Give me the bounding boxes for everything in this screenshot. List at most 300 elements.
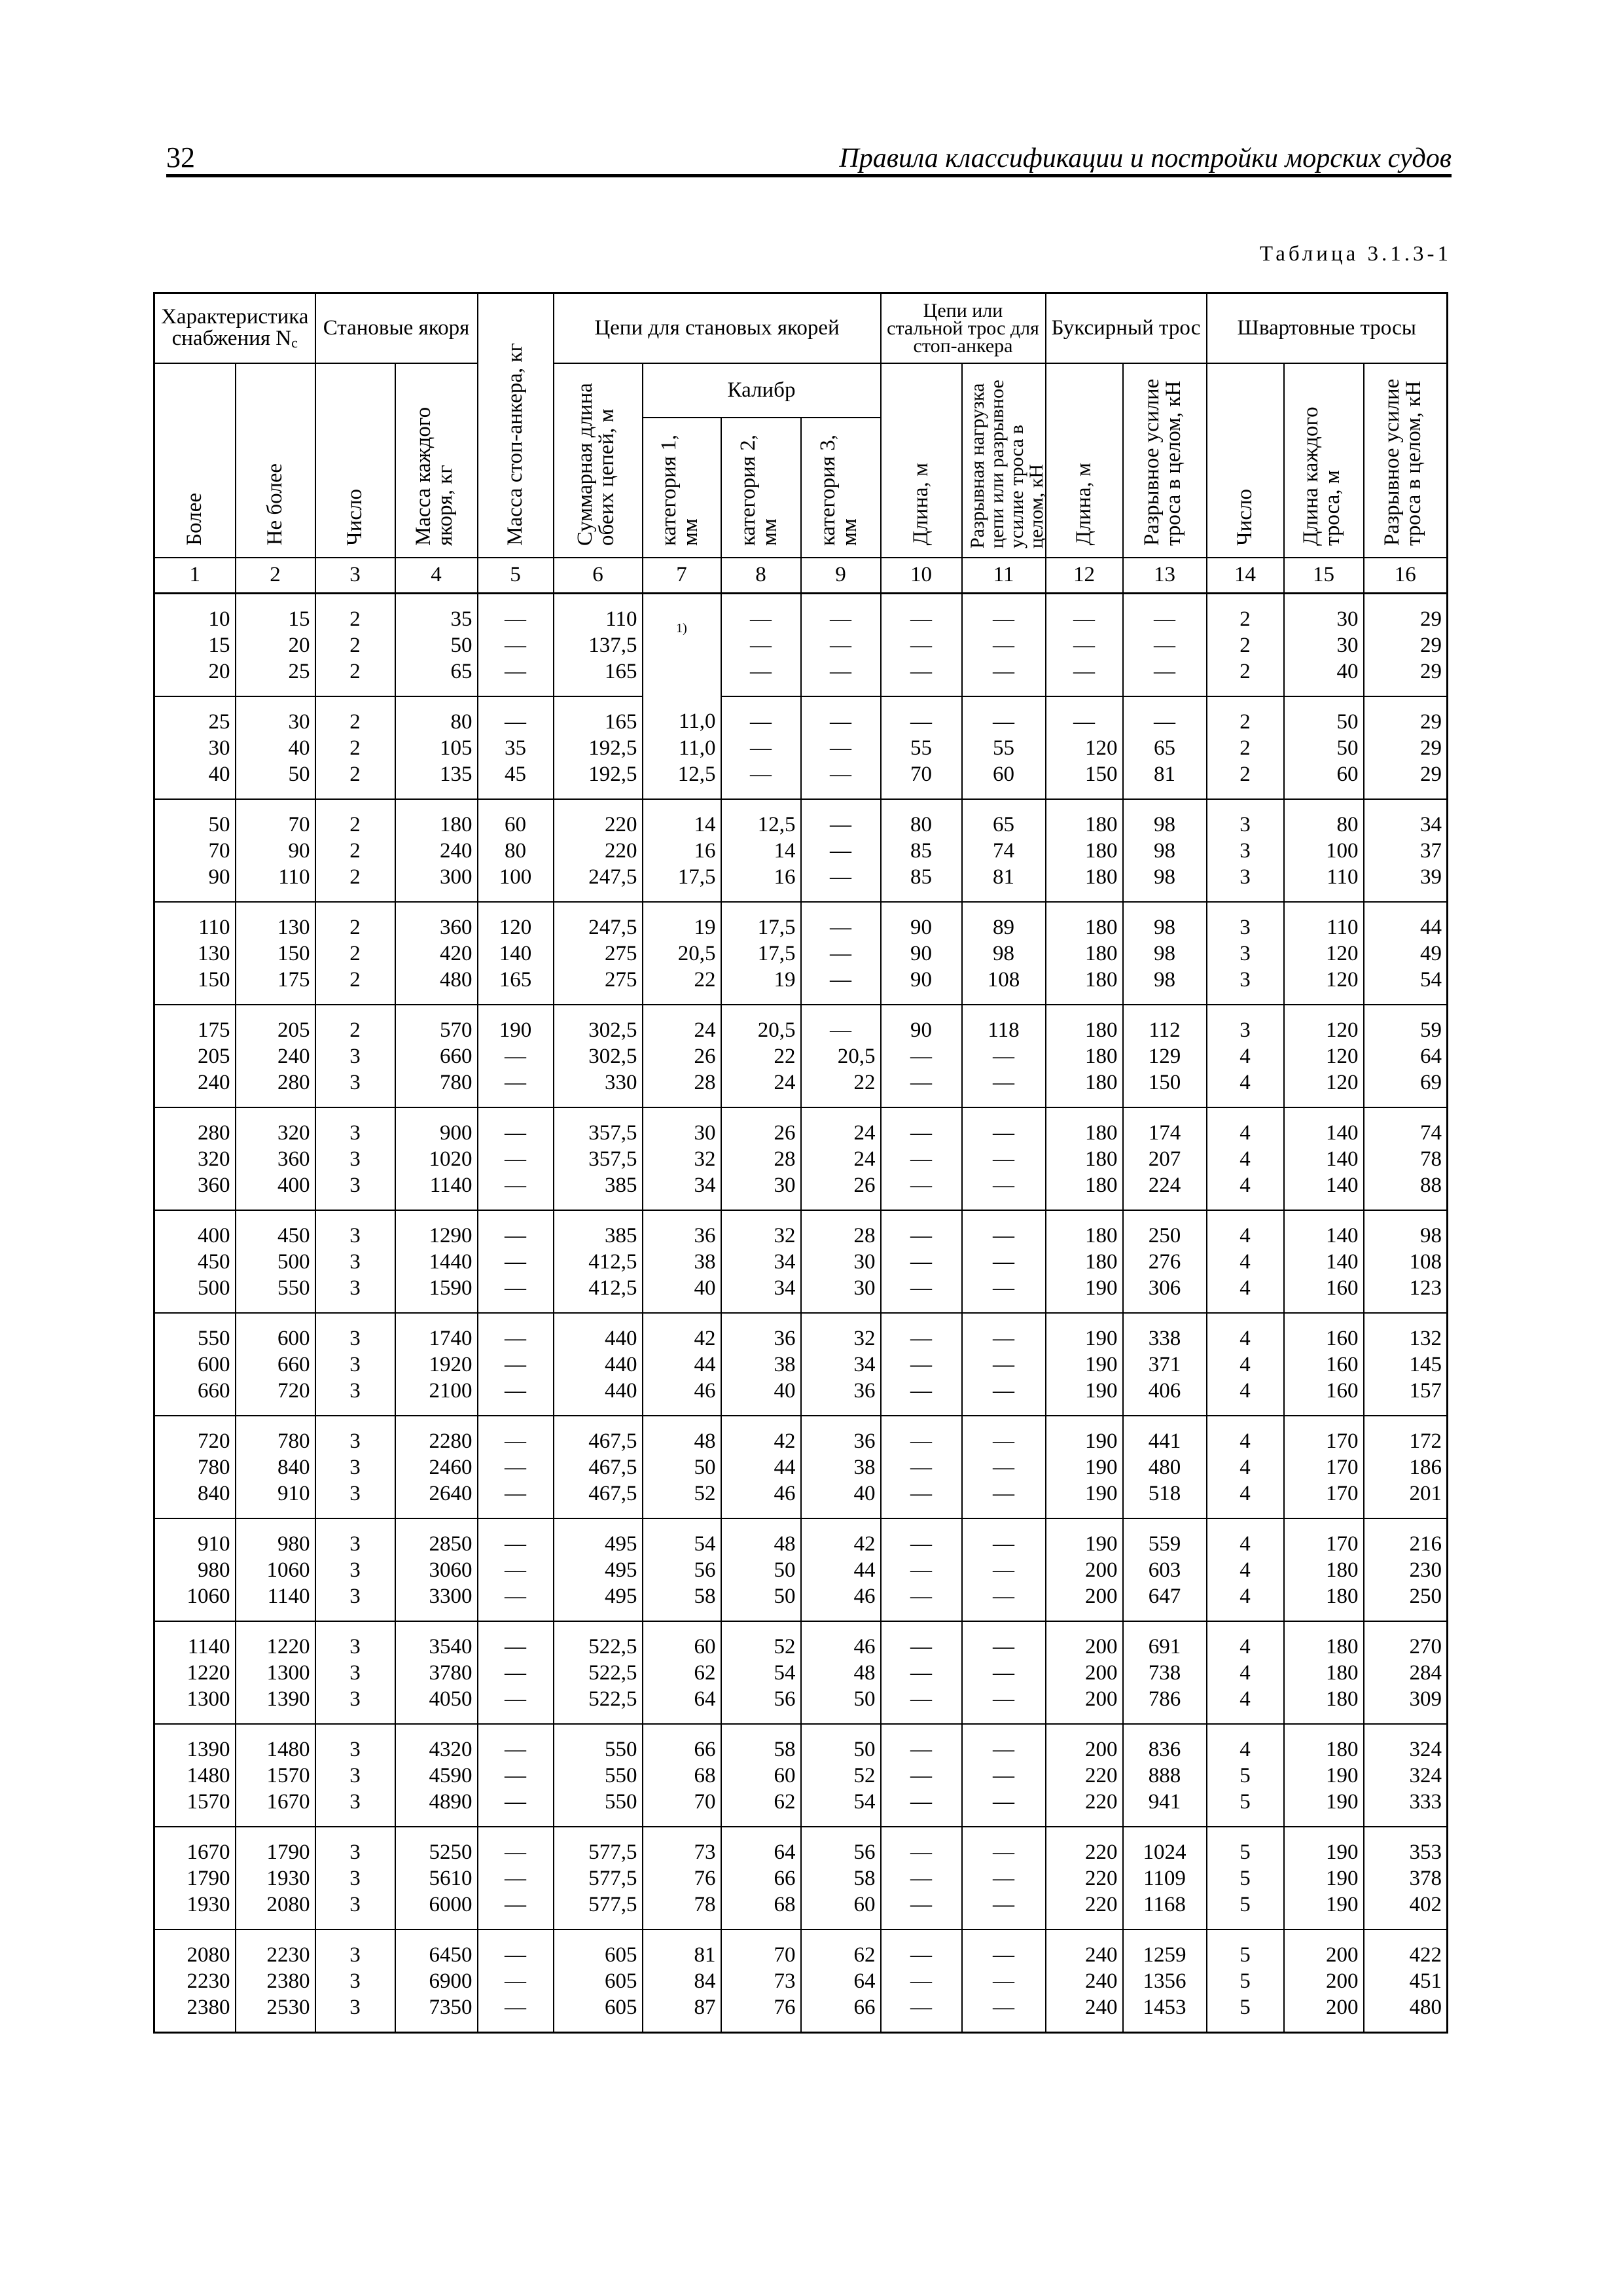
table-cell: 4 (1207, 1724, 1284, 1763)
table-cell: 240 (1046, 1994, 1123, 2033)
table-cell: 81 (1123, 761, 1207, 799)
table-cell: — (881, 1416, 962, 1454)
table-cell: 480 (395, 967, 478, 1005)
table-row (154, 1005, 1448, 1043)
table-cell: — (881, 1929, 962, 1968)
header-moor-count (1207, 363, 1284, 558)
table-cell: 1060 (236, 1557, 315, 1583)
table-cell: 44 (1364, 902, 1448, 941)
column-number: 10 (881, 558, 962, 594)
column-number: 15 (1284, 558, 1364, 594)
header-anchor-count-label: Число (343, 488, 366, 546)
table-cell: 74 (1364, 1107, 1448, 1146)
table-cell: — (962, 632, 1046, 658)
table-cell: 5 (1207, 1968, 1284, 1994)
table-row (154, 658, 1448, 696)
table-cell: 180 (1284, 1583, 1364, 1621)
table-cell: 2 (315, 902, 395, 941)
table-cell: — (478, 1249, 554, 1275)
table-cell: 522,5 (554, 1686, 643, 1724)
header-more-than (154, 363, 236, 558)
table-cell: 1259 (1123, 1929, 1207, 1968)
table-cell: 5 (1207, 1865, 1284, 1892)
table-cell: 4 (1207, 1378, 1284, 1416)
table-cell: 6000 (395, 1892, 478, 1929)
table-cell: — (478, 1275, 554, 1313)
table-cell: 55 (962, 735, 1046, 761)
table-cell: — (962, 1865, 1046, 1892)
table-row (154, 799, 1448, 838)
table-cell: 1670 (154, 1827, 236, 1865)
table-cell: 34 (721, 1249, 801, 1275)
table-cell: 3540 (395, 1621, 478, 1660)
table-cell: 1220 (154, 1660, 236, 1686)
table-cell: 1480 (236, 1724, 315, 1763)
header-cat3-label: категория 3, мм (815, 434, 861, 546)
table-cell: 1740 (395, 1313, 478, 1352)
header-supply-label: Характеристика снабжения N (161, 304, 309, 350)
table-cell: 15 (236, 594, 315, 633)
column-number: 3 (315, 558, 395, 594)
header-cat1 (643, 418, 721, 557)
table-cell: — (478, 1789, 554, 1827)
table-cell: 22 (721, 1043, 801, 1069)
table-cell: 3 (315, 1146, 395, 1172)
table-cell: 200 (1284, 1929, 1364, 1968)
table-cell: 2280 (395, 1416, 478, 1454)
table-cell: 220 (1046, 1827, 1123, 1865)
table-cell: 90 (881, 941, 962, 967)
table-cell: 4 (1207, 1249, 1284, 1275)
table-cell: 1570 (236, 1763, 315, 1789)
table-cell: 3 (315, 1107, 395, 1146)
table-cell: 50 (721, 1557, 801, 1583)
table-cell: 360 (236, 1146, 315, 1172)
table-cell: 200 (1284, 1994, 1364, 2033)
table-cell: 192,5 (554, 735, 643, 761)
table-cell: 190 (478, 1005, 554, 1043)
table-cell: 1024 (1123, 1827, 1207, 1865)
table-cell: 230 (1364, 1557, 1448, 1583)
table-cell: 11,0 (643, 696, 721, 735)
table-cell: 165 (554, 696, 643, 735)
table-cell: — (478, 1107, 554, 1146)
table-cell: 52 (801, 1763, 881, 1789)
header-cat1-label: категория 1, мм (656, 434, 702, 546)
table-cell: 220 (554, 838, 643, 864)
table-cell: — (962, 594, 1046, 633)
table-cell: — (478, 1557, 554, 1583)
table-cell: 60 (478, 799, 554, 838)
table-cell: 275 (554, 941, 643, 967)
table-cell: 559 (1123, 1518, 1207, 1557)
table-cell: — (881, 1172, 962, 1210)
table-cell: 190 (1046, 1378, 1123, 1416)
table-cell: 16 (643, 838, 721, 864)
table-cell: 49 (1364, 941, 1448, 967)
table-cell: 280 (154, 1107, 236, 1146)
table-cell: 467,5 (554, 1480, 643, 1518)
table-cell: 691 (1123, 1621, 1207, 1660)
table-cell: — (478, 632, 554, 658)
table-cell: — (478, 1929, 554, 1968)
table-cell: 550 (236, 1275, 315, 1313)
table-cell: 190 (1046, 1518, 1123, 1557)
table-cell: 98 (1364, 1210, 1448, 1249)
table-cell: 980 (236, 1518, 315, 1557)
table-cell: — (962, 1994, 1046, 2033)
table-cell: 25 (236, 658, 315, 696)
table-cell: — (801, 658, 881, 696)
table-cell: 32 (801, 1313, 881, 1352)
table-cell: 284 (1364, 1660, 1448, 1686)
table-cell: 70 (721, 1929, 801, 1968)
table-cell: — (478, 1352, 554, 1378)
table-cell: 495 (554, 1583, 643, 1621)
table-cell: 550 (554, 1789, 643, 1827)
table-cell: — (1123, 696, 1207, 735)
table-cell: 54 (721, 1660, 801, 1686)
table-cell: 220 (554, 799, 643, 838)
table-row (154, 1416, 1448, 1454)
table-cell (643, 594, 721, 697)
table-cell: 137,5 (554, 632, 643, 658)
table-cell: — (962, 1583, 1046, 1621)
table-cell: 74 (962, 838, 1046, 864)
table-cell: 1390 (154, 1724, 236, 1763)
table-cell: 2230 (154, 1968, 236, 1994)
table-cell: 5 (1207, 1892, 1284, 1929)
table-cell: — (962, 1518, 1046, 1557)
table-cell: 320 (236, 1107, 315, 1146)
table-cell: 3 (315, 1480, 395, 1518)
table-cell: 76 (643, 1865, 721, 1892)
table-cell: 2 (315, 1005, 395, 1043)
table-cell: 660 (154, 1378, 236, 1416)
table-cell: 660 (236, 1352, 315, 1378)
table-row (154, 1621, 1448, 1660)
table-cell: 440 (554, 1378, 643, 1416)
header-not-more-label: Не более (263, 463, 287, 546)
table-cell: 17,5 (721, 902, 801, 941)
table-cell: 4 (1207, 1416, 1284, 1454)
table-cell: 5 (1207, 1929, 1284, 1968)
table-cell: 108 (962, 967, 1046, 1005)
table-cell: 400 (154, 1210, 236, 1249)
table-cell: 190 (1284, 1827, 1364, 1865)
table-cell: — (721, 761, 801, 799)
header-stop-anchor-mass-label: Масса стоп-анкера, кг (503, 342, 527, 546)
table-cell: 180 (1284, 1621, 1364, 1660)
table-cell: — (962, 1968, 1046, 1994)
table-cell: 64 (801, 1968, 881, 1994)
table-cell: 441 (1123, 1416, 1207, 1454)
table-row (154, 838, 1448, 864)
table-cell: 26 (643, 1043, 721, 1069)
table-cell: 120 (1284, 1069, 1364, 1107)
table-cell: — (881, 1313, 962, 1352)
table-cell: 88 (1364, 1172, 1448, 1210)
table-cell: 70 (643, 1789, 721, 1827)
table-cell: — (881, 1557, 962, 1583)
table-row (154, 1210, 1448, 1249)
table-row (154, 1929, 1448, 1968)
table-cell: 40 (236, 735, 315, 761)
table-cell: 150 (1046, 761, 1123, 799)
table-cell: 78 (643, 1892, 721, 1929)
table-cell: 240 (154, 1069, 236, 1107)
table-cell: — (801, 761, 881, 799)
table-cell: — (881, 1249, 962, 1275)
table-cell: 180 (1046, 864, 1123, 902)
table-cell: 50 (721, 1583, 801, 1621)
table-cell: 120 (1284, 1043, 1364, 1069)
table-header (154, 293, 1448, 594)
table-cell: 550 (554, 1724, 643, 1763)
table-cell: — (962, 1892, 1046, 1929)
table-cell: 24 (643, 1005, 721, 1043)
table-cell: 910 (236, 1480, 315, 1518)
table-cell: — (962, 1827, 1046, 1865)
table-cell: 605 (554, 1968, 643, 1994)
table-cell: 220 (1046, 1892, 1123, 1929)
table-cell: 1140 (154, 1621, 236, 1660)
column-number: 8 (721, 558, 801, 594)
table-cell: — (962, 1557, 1046, 1583)
table-row (154, 735, 1448, 761)
table-cell: — (801, 941, 881, 967)
table-cell: 89 (962, 902, 1046, 941)
table-cell: 306 (1123, 1275, 1207, 1313)
table-cell: 48 (801, 1660, 881, 1686)
table-cell: 4050 (395, 1686, 478, 1724)
table-cell: 3 (315, 1892, 395, 1929)
table-cell: 180 (1046, 1146, 1123, 1172)
header-stop-chain-group: Цепи или стальной трос для стоп-анкера (881, 293, 1046, 363)
table-cell: — (721, 735, 801, 761)
table-cell: 36 (643, 1210, 721, 1249)
table-cell: 50 (154, 799, 236, 838)
table-row (154, 1069, 1448, 1107)
table-cell: 5 (1207, 1789, 1284, 1827)
table-row (154, 1043, 1448, 1069)
table-row (154, 1172, 1448, 1210)
table-cell: 25 (154, 696, 236, 735)
table-cell: 150 (154, 967, 236, 1005)
table-cell: 4 (1207, 1043, 1284, 1069)
table-cell: 40 (643, 1275, 721, 1313)
table-cell: 240 (1046, 1929, 1123, 1968)
table-cell: 500 (236, 1249, 315, 1275)
header-cat2 (721, 418, 801, 557)
table-cell: 190 (1046, 1454, 1123, 1480)
table-cell: — (801, 838, 881, 864)
header-mooring-group: Швартовные тросы (1207, 293, 1448, 363)
table-cell: — (478, 1518, 554, 1557)
header-tow-force (1123, 363, 1207, 558)
table-cell: 98 (1123, 967, 1207, 1005)
table-cell: — (801, 594, 881, 633)
table-cell: — (881, 1763, 962, 1789)
table-cell: 73 (643, 1827, 721, 1865)
table-cell: 145 (1364, 1352, 1448, 1378)
table-cell: 157 (1364, 1378, 1448, 1416)
column-number: 6 (554, 558, 643, 594)
table-cell: 4 (1207, 1107, 1284, 1146)
table-cell: 190 (1046, 1313, 1123, 1352)
table-cell: 247,5 (554, 902, 643, 941)
table-cell: 40 (801, 1480, 881, 1518)
table-cell: 4 (1207, 1518, 1284, 1557)
table-cell: 29 (1364, 735, 1448, 761)
table-cell: 54 (1364, 967, 1448, 1005)
table-cell: 420 (395, 941, 478, 967)
table-row (154, 1968, 1448, 1994)
table-cell: 451 (1364, 1968, 1448, 1994)
table-cell: 275 (554, 967, 643, 1005)
table-cell: 40 (721, 1378, 801, 1416)
table-cell: 56 (643, 1557, 721, 1583)
table-cell: 4 (1207, 1557, 1284, 1583)
table-cell: 46 (643, 1378, 721, 1416)
table-cell: — (962, 1660, 1046, 1686)
table-cell: 378 (1364, 1865, 1448, 1892)
table-cell: 600 (154, 1352, 236, 1378)
table-cell: 69 (1364, 1069, 1448, 1107)
table-cell: — (962, 1043, 1046, 1069)
table-cell: 160 (1284, 1378, 1364, 1416)
table-cell: 55 (881, 735, 962, 761)
table-cell: 353 (1364, 1827, 1448, 1865)
table-cell: 120 (1284, 967, 1364, 1005)
header-tow-length-label: Длина, м (1072, 463, 1096, 546)
table-cell: 276 (1123, 1249, 1207, 1275)
table-cell: 207 (1123, 1146, 1207, 1172)
header-moor-length (1284, 363, 1364, 558)
table-cell: 247,5 (554, 864, 643, 902)
table-cell: 4 (1207, 1660, 1284, 1686)
table-cell: 3 (1207, 967, 1284, 1005)
table-cell: 45 (478, 761, 554, 799)
table-cell: — (1046, 632, 1123, 658)
table-cell: 35 (395, 594, 478, 633)
table-cell: 90 (236, 838, 315, 864)
table-cell: 3 (315, 1789, 395, 1827)
header-stop-length (881, 363, 962, 558)
table-cell: 110 (1284, 902, 1364, 941)
table-cell: 180 (1046, 1249, 1123, 1275)
header-supply-group (154, 293, 315, 363)
table-cell: 205 (236, 1005, 315, 1043)
column-number: 1 (154, 558, 236, 594)
table-cell: 412,5 (554, 1249, 643, 1275)
table-cell: 1480 (154, 1763, 236, 1789)
table-cell: 302,5 (554, 1043, 643, 1069)
table-cell: — (881, 1146, 962, 1172)
table-cell: 140 (478, 941, 554, 967)
table-cell: 34 (643, 1172, 721, 1210)
table-cell: 5 (1207, 1827, 1284, 1865)
table-cell: 2 (315, 799, 395, 838)
table-cell: 56 (801, 1827, 881, 1865)
table-cell: 120 (478, 902, 554, 941)
table-cell: — (881, 1454, 962, 1480)
table-cell: — (881, 1480, 962, 1518)
table-cell: 90 (881, 967, 962, 1005)
table-cell: 2 (1207, 658, 1284, 696)
table-cell: — (801, 1005, 881, 1043)
table-cell: 780 (395, 1069, 478, 1107)
table-cell: 3060 (395, 1557, 478, 1583)
table-cell: 160 (1284, 1275, 1364, 1313)
table-cell: 29 (1364, 761, 1448, 799)
table-cell: — (962, 1416, 1046, 1454)
header-more-than-label: Более (183, 492, 207, 546)
table-cell: 3 (315, 1313, 395, 1352)
table-cell: 5250 (395, 1827, 478, 1865)
table-cell: — (478, 1994, 554, 2033)
table-row (154, 1313, 1448, 1352)
table-cell: — (478, 1686, 554, 1724)
table-cell: 40 (154, 761, 236, 799)
table-cell: 175 (154, 1005, 236, 1043)
table-cell: 3 (1207, 941, 1284, 967)
table-cell: 180 (1046, 1172, 1123, 1210)
table-cell: 120 (1284, 1005, 1364, 1043)
table-cell: 180 (1046, 838, 1123, 864)
table-cell: — (962, 1313, 1046, 1352)
header-tow-length (1046, 363, 1123, 558)
table-cell: — (881, 1968, 962, 1994)
table-cell: — (962, 1686, 1046, 1724)
table-cell: — (881, 1686, 962, 1724)
table-cell: 50 (1284, 696, 1364, 735)
table-cell: 64 (1364, 1043, 1448, 1069)
header-chain-length-label: Суммарная длина обеих цепей, м (573, 382, 618, 546)
table-cell: 20,5 (801, 1043, 881, 1069)
table-cell: 888 (1123, 1763, 1207, 1789)
header-chain-length (554, 363, 643, 558)
table-cell: 12,5 (643, 761, 721, 799)
table-cell: 4 (1207, 1686, 1284, 1724)
table-cell: 180 (1284, 1724, 1364, 1763)
table-cell: 100 (1284, 838, 1364, 864)
table-cell: 87 (643, 1994, 721, 2033)
page-header (166, 143, 1452, 177)
table-cell: 40 (1284, 658, 1364, 696)
table-cell: 360 (395, 902, 478, 941)
table-cell: 2380 (154, 1994, 236, 2033)
table-cell: 39 (1364, 864, 1448, 902)
table-row (154, 1275, 1448, 1313)
table-cell: 2 (1207, 761, 1284, 799)
table-cell: 165 (554, 658, 643, 696)
table-cell: 54 (643, 1518, 721, 1557)
table-cell: 64 (643, 1686, 721, 1724)
header-moor-length-label: Длина каждого троса, м (1298, 406, 1344, 546)
table-cell: 2640 (395, 1480, 478, 1518)
table-cell: 48 (721, 1518, 801, 1557)
table-cell: 3 (1207, 838, 1284, 864)
table-cell: — (881, 1107, 962, 1146)
table-cell: — (962, 1069, 1046, 1107)
table-cell: 220 (1046, 1763, 1123, 1789)
table-cell: 50 (801, 1724, 881, 1763)
table-cell: 65 (395, 658, 478, 696)
table-cell: 68 (643, 1763, 721, 1789)
table-cell: 80 (395, 696, 478, 735)
table-cell: 240 (236, 1043, 315, 1069)
